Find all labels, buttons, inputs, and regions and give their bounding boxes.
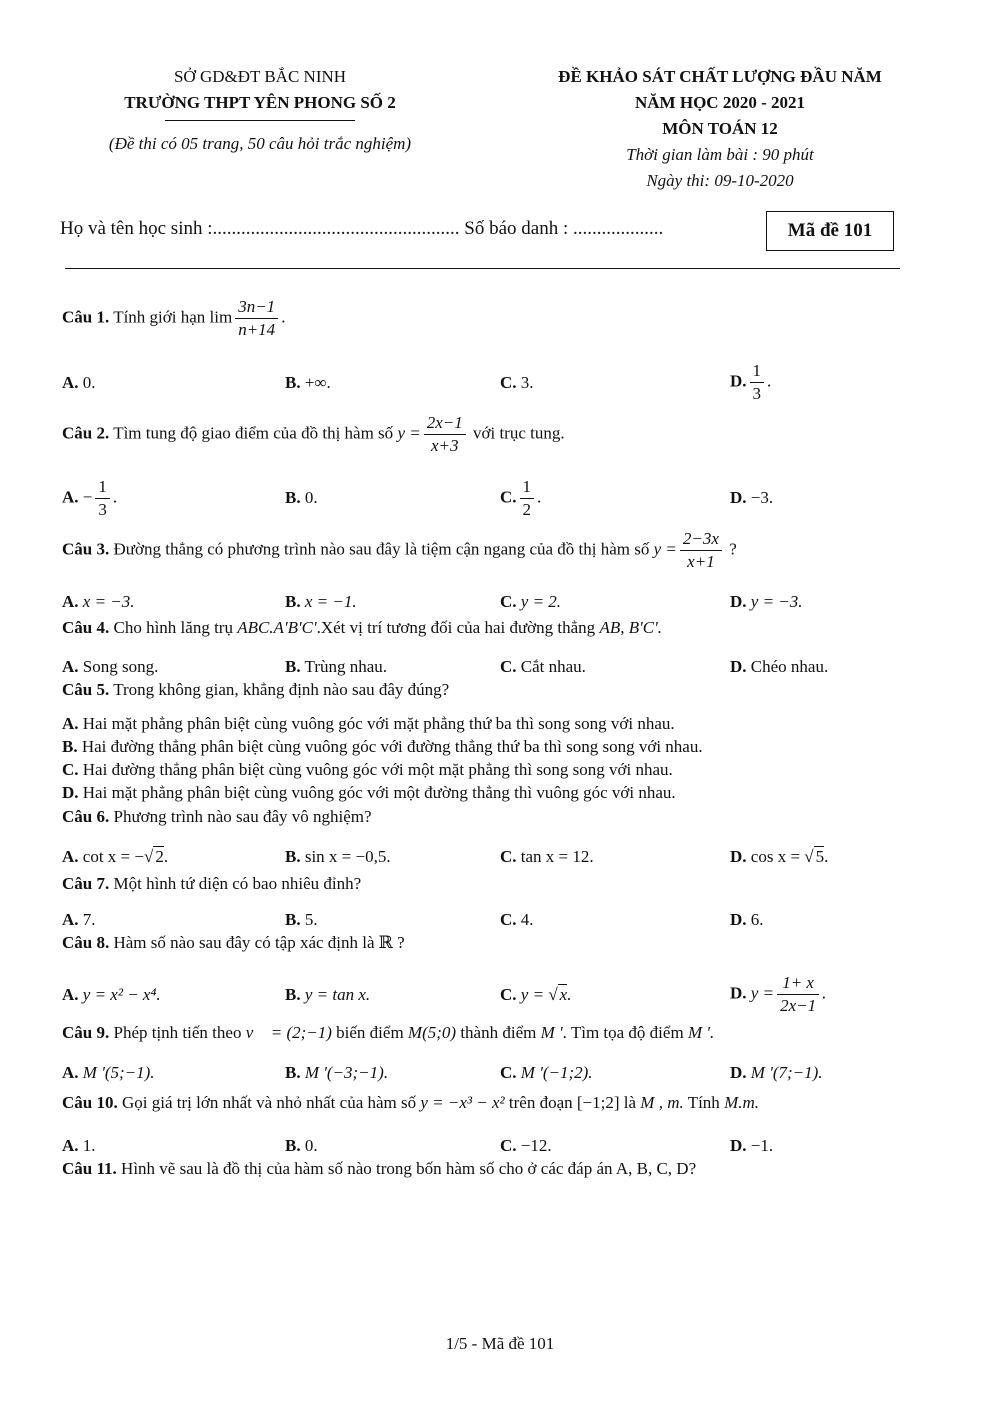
option-b	[285, 1135, 318, 1157]
question-text: Phép tịnh tiến theo	[113, 1023, 242, 1042]
exam-date: Ngày thi: 09-10-2020	[646, 171, 794, 190]
option-text: Chéo nhau.	[750, 657, 829, 676]
option-letter: C.	[500, 847, 517, 866]
option-text: M '(5;−1).	[82, 1063, 155, 1082]
minus-sign: −	[82, 487, 93, 507]
school-name: TRƯỜNG THPT YÊN PHONG SỐ 2	[124, 93, 396, 112]
option-letter: C.	[500, 373, 517, 392]
question-tail: ?	[729, 539, 737, 559]
math-y: y =	[653, 539, 677, 559]
option-letter: D.	[730, 592, 747, 611]
student-id-label: Số báo danh :	[464, 218, 569, 239]
option-text: 7.	[82, 910, 96, 929]
math-point: M '.	[687, 1023, 715, 1042]
option-text: Trùng nhau.	[304, 657, 388, 676]
denominator: 3	[98, 500, 107, 519]
student-id-field: ...................	[572, 218, 664, 239]
option-letter: D.	[730, 657, 747, 676]
math-function: y = −x³ − x²	[420, 1093, 505, 1112]
option-letter: A.	[62, 985, 79, 1004]
option-letter: B.	[285, 373, 301, 392]
question-label: Câu 5.	[62, 680, 110, 699]
radicand: x	[559, 985, 568, 1004]
option-letter: C.	[500, 592, 517, 611]
option-b	[285, 909, 318, 931]
numerator: 2x−1	[424, 412, 466, 435]
question-text: Phương trình nào sau đây vô nghiệm?	[113, 807, 372, 826]
question-1: Câu 1. Tính giới hạn lim $\frac{3n-1}{n+14}$ .	[62, 297, 286, 339]
question-text: Một hình tứ diện có bao nhiêu đỉnh?	[113, 874, 362, 893]
option-letter: A.	[62, 487, 79, 507]
option-d	[730, 909, 764, 931]
math-lines: AB, B'C'.	[599, 618, 662, 637]
option-text: y = x² − x⁴.	[82, 985, 161, 1004]
question-text: Trong không gian, khẳng định nào sau đây đúng?	[113, 680, 450, 699]
subject: MÔN TOÁN 12	[662, 119, 778, 138]
option-text: cot x = −	[82, 847, 144, 866]
option-text: −3.	[750, 488, 774, 507]
option-c	[500, 846, 594, 868]
option-text: x = −3.	[82, 592, 135, 611]
option-letter: B.	[285, 847, 301, 866]
option-d	[730, 487, 773, 509]
option-text: M '(7;−1).	[750, 1063, 823, 1082]
question-text: là	[623, 1093, 637, 1112]
exam-code-box: Mã đề 101	[766, 211, 894, 251]
header-right	[500, 64, 940, 194]
question-4	[62, 617, 662, 639]
option-b	[285, 487, 318, 509]
option-text: 1.	[82, 1136, 96, 1155]
question-10	[62, 1092, 759, 1114]
option-text: Hai mặt phẳng phân biệt cùng vuông góc với một đường thẳng thì vuông góc với nhau.	[82, 783, 676, 802]
option-b	[62, 736, 703, 758]
option-text: Hai đường thẳng phân biệt cùng vuông góc với đường thẳng thứ ba thì song song với nhau.	[81, 737, 703, 756]
question-5	[62, 679, 449, 701]
option-text: tan x = 12.	[520, 847, 594, 866]
math-mm: M , m.	[640, 1093, 684, 1112]
question-label: Câu 4.	[62, 618, 110, 637]
option-letter: B.	[285, 1136, 301, 1155]
question-11	[62, 1158, 696, 1180]
numerator: 1+ x	[777, 972, 819, 995]
numerator: 1	[95, 476, 110, 499]
denominator: n+14	[238, 320, 276, 339]
option-a	[62, 1062, 155, 1084]
option-letter: D.	[730, 371, 747, 391]
option-letter: C.	[500, 487, 517, 507]
option-letter: A.	[62, 1136, 79, 1155]
option-text: M '(−1;2).	[520, 1063, 593, 1082]
fraction	[777, 972, 819, 1017]
option-text: 0.	[304, 1136, 318, 1155]
math-point: M '	[540, 1023, 563, 1042]
question-label: Câu 3.	[62, 539, 110, 559]
question-label: Câu 2.	[62, 423, 110, 443]
math-interval: [−1;2]	[576, 1093, 620, 1112]
question-text: . Tìm tọa độ điểm	[562, 1023, 684, 1042]
question-6	[62, 806, 372, 828]
option-c	[500, 591, 561, 613]
option-b	[285, 591, 357, 613]
header-divider	[165, 120, 355, 121]
denominator: 2	[522, 500, 532, 519]
option-letter: C.	[500, 910, 517, 929]
math-vector: v⃗ = (2;−1)	[245, 1023, 332, 1042]
option-a	[62, 372, 96, 394]
option-a	[62, 591, 135, 613]
option-letter: C.	[62, 760, 79, 779]
question-2	[62, 412, 565, 457]
question-8	[62, 932, 405, 954]
math-prism: ABC.A'B'C'	[237, 618, 317, 637]
radicand: 2	[155, 847, 164, 866]
option-text: Hai đường thẳng phân biệt cùng vuông góc với một mặt phẳng thì song song với nhau.	[82, 760, 673, 779]
radicand: 5	[815, 847, 825, 866]
option-c	[500, 1062, 593, 1084]
option-letter: D.	[730, 910, 747, 929]
student-name-label: Họ và tên học sinh :	[60, 218, 213, 239]
denominator: 2x−1	[780, 996, 817, 1015]
fraction	[750, 360, 765, 405]
option-letter: A.	[62, 657, 79, 676]
option-text: sin x = −0,5.	[304, 847, 391, 866]
school-year: NĂM HỌC 2020 - 2021	[635, 93, 805, 112]
option-c	[62, 759, 673, 781]
question-text: Tính giới hạn	[113, 307, 206, 327]
option-d	[730, 656, 828, 678]
denominator: x+1	[687, 552, 715, 571]
option-letter: A.	[62, 592, 79, 611]
option-text: 0.	[304, 488, 318, 507]
option-c: C. $\frac{1}{2}$ .	[500, 477, 542, 519]
option-a	[62, 909, 96, 931]
question-tail: với trục tung.	[473, 423, 565, 443]
option-letter: D.	[730, 1136, 747, 1155]
option-text: y = 2.	[520, 592, 562, 611]
option-b	[285, 656, 387, 678]
question-label: Câu 6.	[62, 807, 110, 826]
option-a	[62, 984, 161, 1006]
option-c	[500, 656, 586, 678]
option-letter: C.	[500, 657, 517, 676]
option-a: A. − $\frac{1}{3}$ .	[62, 477, 118, 519]
option-letter: C.	[500, 1136, 517, 1155]
option-c	[500, 909, 534, 931]
question-text: Gọi giá trị lớn nhất và nhỏ nhất của hàm số	[121, 1093, 417, 1112]
option-letter: B.	[285, 488, 301, 507]
option-b	[285, 846, 391, 868]
option-text: x = −1.	[304, 592, 357, 611]
question-text: Tính	[687, 1093, 720, 1112]
option-text: Song song.	[82, 657, 159, 676]
option-a	[62, 656, 158, 678]
question-label: Câu 11.	[62, 1159, 117, 1178]
question-label: Câu 7.	[62, 874, 110, 893]
option-b	[285, 372, 331, 394]
option-letter: B.	[62, 737, 78, 756]
fraction	[424, 412, 466, 457]
option-c: C. y = √ x.	[500, 985, 572, 1004]
question-text: .Xét vị trí tương đối của hai đường thẳng	[316, 618, 596, 637]
page-footer: 1/5 - Mã đề 101	[445, 1334, 555, 1353]
option-text: +∞.	[304, 373, 331, 392]
fraction	[680, 528, 722, 573]
exam-title: ĐỀ KHẢO SÁT CHẤT LƯỢNG ĐẦU NĂM	[558, 67, 882, 86]
fraction	[95, 476, 110, 521]
option-text: y =	[750, 983, 775, 1003]
option-a	[62, 1135, 96, 1157]
question-text: Cho hình lăng trụ	[113, 618, 233, 637]
question-text: Hàm số nào sau đây có tập xác định là ℝ ?	[113, 933, 405, 952]
option-c	[500, 372, 534, 394]
department-name: SỞ GD&ĐT BẮC NINH	[173, 67, 347, 86]
option-letter: A.	[62, 847, 79, 866]
option-d: D. y = $\frac{1+ x}{2x-1}$ .	[730, 973, 827, 1015]
option-letter: B.	[285, 910, 301, 929]
question-label: Câu 10.	[62, 1093, 118, 1112]
option-letter: B.	[285, 985, 301, 1004]
question-text: trên đoạn	[508, 1093, 573, 1112]
option-letter: B.	[285, 657, 301, 676]
question-label: Câu 1.	[62, 307, 110, 327]
question-9	[62, 1022, 714, 1044]
option-text: −1.	[750, 1136, 774, 1155]
question-text: biến điểm	[336, 1023, 404, 1042]
fraction	[520, 476, 535, 521]
option-letter: C.	[500, 985, 517, 1004]
option-d	[730, 1135, 773, 1157]
option-text: M '(−3;−1).	[304, 1063, 389, 1082]
header-rule	[65, 268, 900, 269]
question-7	[62, 873, 361, 895]
option-text: 0.	[82, 373, 96, 392]
option-letter: C.	[500, 1063, 517, 1082]
option-letter: A.	[62, 714, 79, 733]
option-text: 3.	[520, 373, 534, 392]
option-text: cos x =	[750, 847, 805, 866]
option-d	[730, 1062, 823, 1084]
fraction	[235, 296, 278, 341]
numerator: 1	[520, 476, 535, 499]
math-point: M(5;0)	[407, 1023, 457, 1042]
option-letter: A.	[62, 910, 79, 929]
option-text: 5.	[304, 910, 318, 929]
option-d	[62, 782, 676, 804]
option-letter: A.	[62, 373, 79, 392]
option-letter: D.	[730, 488, 747, 507]
math-product: M.m.	[724, 1093, 760, 1112]
option-d: D. $\frac{1}{3}$ .	[730, 361, 772, 403]
duration: Thời gian làm bài : 90 phút	[626, 145, 814, 164]
option-d	[730, 591, 803, 613]
student-name-field: ....................................................	[212, 218, 460, 239]
question-text: Tìm tung độ giao điểm của đồ thị hàm số	[113, 423, 394, 443]
option-letter: D.	[62, 783, 79, 802]
option-letter: A.	[62, 1063, 79, 1082]
student-info-line	[60, 218, 663, 240]
option-text: 6.	[750, 910, 764, 929]
option-text: −12.	[520, 1136, 552, 1155]
option-d: D. cos x = √ 5.	[730, 847, 829, 866]
option-text: Cắt nhau.	[520, 657, 586, 676]
question-text: Hình vẽ sau là đồ thị của hàm số nào trong bốn hàm số cho ở các đáp án A, B, C, D?	[121, 1159, 697, 1178]
option-letter: B.	[285, 592, 301, 611]
option-text: y =	[520, 985, 549, 1004]
question-label: Câu 9.	[62, 1023, 110, 1042]
option-letter: B.	[285, 1063, 301, 1082]
question-3	[62, 528, 737, 573]
option-c	[500, 1135, 552, 1157]
question-label: Câu 8.	[62, 933, 110, 952]
exam-note: (Đề thi có 05 trang, 50 câu hỏi trắc nghiệm)	[108, 134, 412, 153]
option-letter: D.	[730, 847, 747, 866]
option-b	[285, 1062, 388, 1084]
option-text: y = −3.	[750, 592, 803, 611]
math-y: y =	[397, 423, 421, 443]
option-letter: D.	[730, 983, 747, 1003]
option-letter: D.	[730, 1063, 747, 1082]
option-text: y = tan x.	[304, 985, 371, 1004]
option-text: Hai mặt phẳng phân biệt cùng vuông góc với mặt phẳng thứ ba thì song song với nhau.	[82, 714, 675, 733]
numerator: 3n−1	[235, 296, 278, 319]
denominator: 3	[752, 384, 762, 403]
option-a: A. cot x = −√ 2.	[62, 847, 169, 866]
option-a	[62, 713, 675, 735]
header-left	[60, 64, 460, 157]
question-text: Đường thẳng có phương trình nào sau đây là tiệm cận ngang của đồ thị hàm số	[113, 539, 650, 559]
question-text: thành điểm	[460, 1023, 537, 1042]
option-text: 4.	[520, 910, 534, 929]
denominator: x+3	[430, 436, 459, 455]
option-b	[285, 984, 370, 1006]
numerator: 1	[750, 360, 765, 383]
lim-symbol: lim	[209, 307, 233, 327]
numerator: 2−3x	[680, 528, 722, 551]
